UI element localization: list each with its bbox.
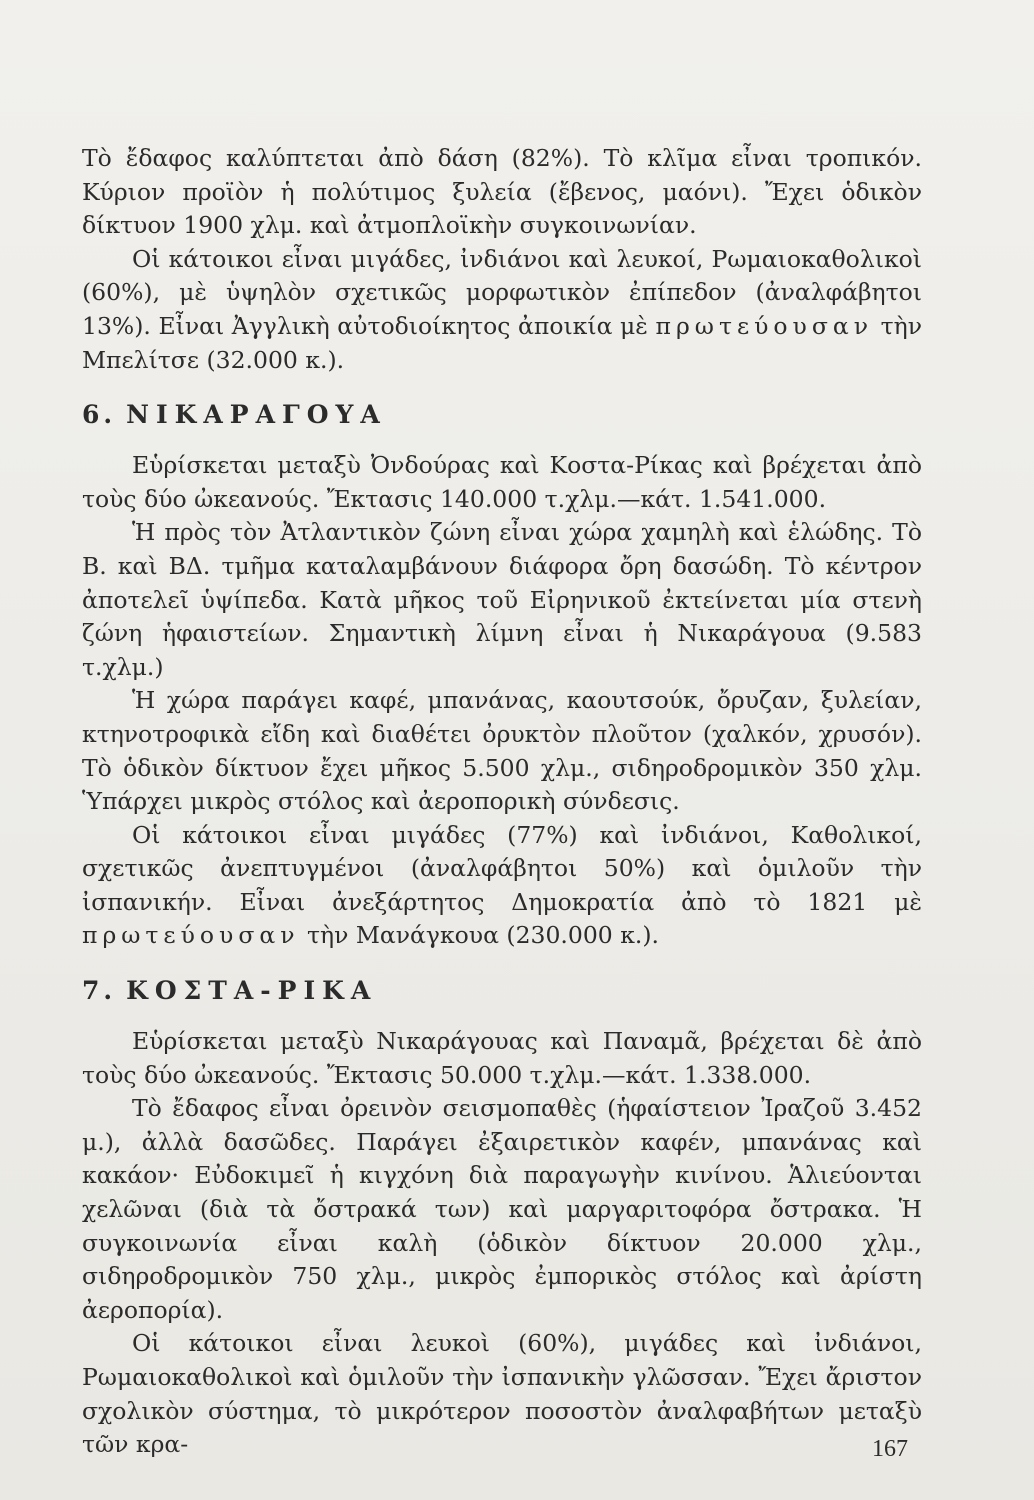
paragraph-text: τὴν Μανάγκουα (230.000 κ.). — [299, 921, 660, 950]
section-title: ΚΟΣΤΑ-ΡΙΚΑ — [126, 976, 378, 1006]
paragraph: Τὸ ἔδαφος καλύπτεται ἀπὸ δάση (82%). Τὸ κλῖμα εἶναι τροπικόν. Κύριον προϊὸν ἡ πολύτιμος ξυλεία (ἔβενος, μαόνι). Ἔχει ὁδικὸν δίκτυον 1900 χλμ. καὶ ἀτμοπλοϊκὴν συγκοινωνίαν. — [82, 144, 922, 240]
paragraph: Εὑρίσκεται μεταξὺ Ὀνδούρας καὶ Κοστα-Ρίκας καὶ βρέχεται ἀπὸ τοὺς δύο ὠκεανούς. Ἔκτασις 140.000 τ.χλμ.—κάτ. 1.541.000. — [82, 451, 922, 513]
paragraph — [82, 243, 922, 377]
spaced-word: πρωτεύουσαν — [82, 921, 300, 950]
paragraph — [82, 819, 922, 953]
paragraph: Εὑρίσκεται μεταξὺ Νικαράγουας καὶ Παναμᾶ, βρέχεται δὲ ἀπὸ τοὺς δύο ὠκεανούς. Ἔκτασις 50.000 τ.χλμ.—κάτ. 1.338.000. — [82, 1027, 922, 1089]
section-heading-7 — [82, 971, 922, 1011]
section-number: 7. — [82, 976, 117, 1006]
paragraph-text: Οἱ κάτοικοι εἶναι μιγάδες (77%) καὶ ἰνδιάνοι, Καθολικοί, σχετικῶς ἀνεπτυγμένοι (ἀναλφάβητοι 50%) καὶ ὁμιλοῦν τὴν ἰσπανικήν. Εἶναι ἀνεξάρτητος Δημοκρατία ἀπὸ τὸ 1821 μὲ — [82, 820, 922, 916]
paragraph: Οἱ κάτοικοι εἶναι λευκοὶ (60%), μιγάδες καὶ ἰνδιάνοι, Ρωμαιοκαθολικοὶ καὶ ὁμιλοῦν τὴν ἰσπανικὴν γλῶσσαν. Ἔχει ἄριστον σχολικὸν σύστημα, τὸ μικρότερον ποσοστὸν ἀναλφαβήτων μεταξὺ τῶν κρα- — [82, 1329, 922, 1459]
page-number: 167 — [872, 1436, 908, 1462]
section-title: ΝΙΚΑΡΑΓΟΥΑ — [126, 400, 387, 430]
spaced-word: πρωτεύουσαν — [655, 311, 874, 340]
section-heading-6 — [82, 395, 922, 435]
paragraph: Ἡ πρὸς τὸν Ἀτλαντικὸν ζώνη εἶναι χώρα χαμηλὴ καὶ ἑλώδης. Τὸ Β. καὶ ΒΔ. τμῆμα καταλαμβάνουν διάφορα ὄρη δασώδη. Τὸ κέντρον ἀποτελεῖ ὑψίπεδα. Κατὰ μῆκος τοῦ Εἰρηνικοῦ ἐκτείνεται μία στενὴ ζώνη ἡφαιστείων. Σημαντικὴ λίμνη εἶναι ἡ Νικαράγουα (9.583 τ.χλμ.) — [82, 518, 922, 681]
page-body — [82, 142, 922, 1462]
paragraph-text: Οἱ κάτοικοι εἶναι μιγάδες, ἰνδιάνοι καὶ λευκοί, Ρωμαιοκαθολικοὶ (60%), μὲ ὑψηλὸν σχετικῶς μορφωτικὸν ἐπίπεδον (ἀναλφάβητοι 13%). Εἶναι Ἀγγλικὴ αὐτοδιοίκητος ἀποικία μὲ — [82, 244, 922, 340]
paragraph-text: τὴν Μπελίτσε (32.000 κ.). — [82, 311, 922, 374]
section-number: 6. — [82, 400, 117, 430]
paragraph: Ἡ χώρα παράγει καφέ, μπανάνας, καουτσούκ, ὄρυζαν, ξυλείαν, κτηνοτροφικὰ εἴδη καὶ διαθέτει ὀρυκτὸν πλοῦτον (χαλκόν, χρυσόν). Τὸ ὁδικὸν δίκτυον ἔχει μῆκος 5.500 χλμ., σιδηροδρομικὸν 350 χλμ. Ὑπάρχει μικρὸς στόλος καὶ ἀεροπορικὴ σύνδεσις. — [82, 686, 922, 816]
paragraph: Τὸ ἔδαφος εἶναι ὀρεινὸν σεισμοπαθὲς (ἡφαίστειον Ἰραζοῦ 3.452 μ.), ἀλλὰ δασῶδες. Παράγει ἐξαιρετικὸν καφέν, μπανάνας καὶ κακάον· Εὐδοκιμεῖ ἡ κιγχόνη διὰ παραγωγὴν κινίνου. Ἁλιεύονται χελῶναι (διὰ τὰ ὄστρακά των) καὶ μαργαριτοφόρα ὄστρακα. Ἡ συγκοινωνία εἶναι καλὴ (ὁδικὸν δίκτυον 20.000 χλμ., σιδηροδρομικὸν 750 χλμ., μικρὸς ἐμπορικὸς στόλος καὶ ἀρίστη ἀεροπορία). — [82, 1094, 922, 1324]
